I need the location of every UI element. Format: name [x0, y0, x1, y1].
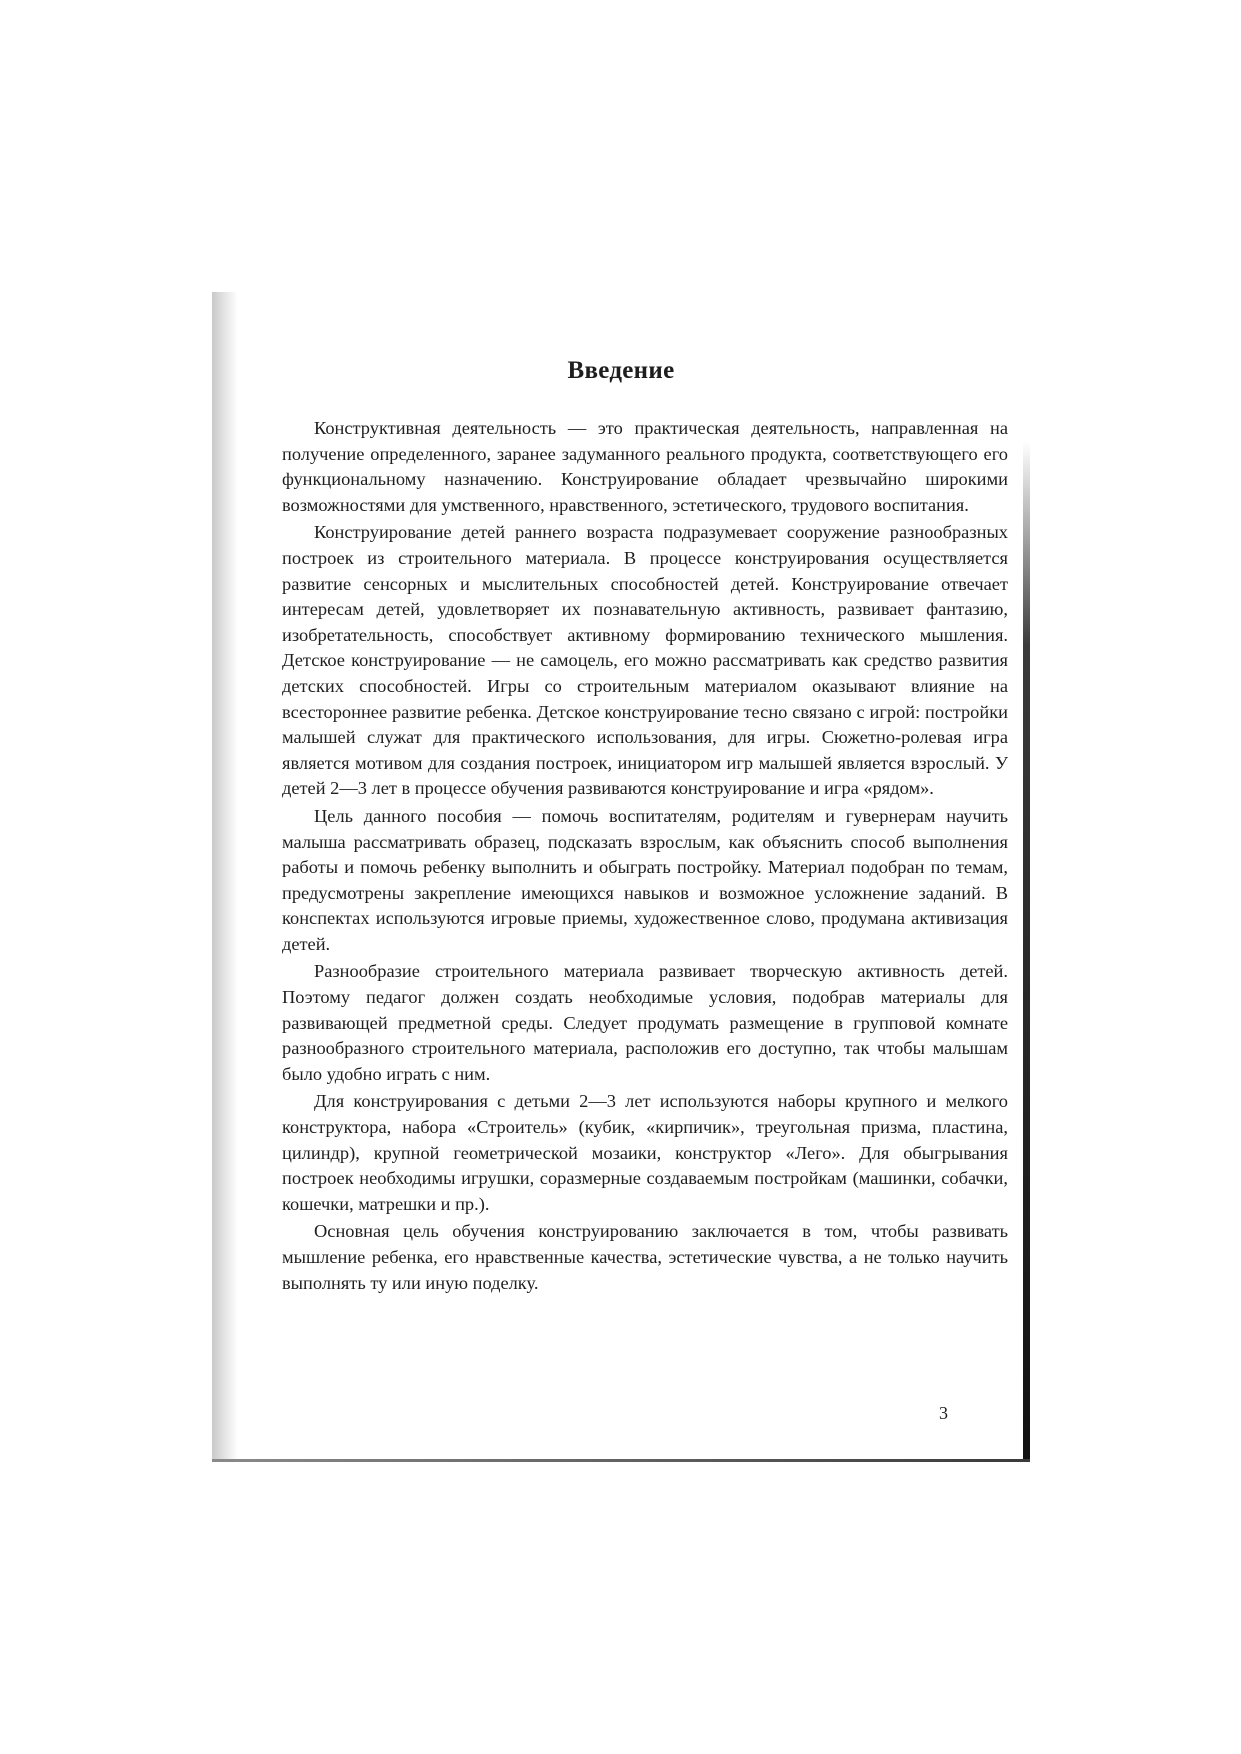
paragraph: Разнообразие строительного материала развивает творческую активность детей. Поэтому педагог должен создать необходимые условия, подобрав материалы для развивающей предметной среды. Следует продумать размещение в групповой комнате разнообразного строительного материала, расположив его доступно, так чтобы малышам было удобно играть с ним. — [282, 961, 1008, 1084]
paragraph: Для конструирования с детьми 2—3 лет используются наборы крупного и мелкого конструктора, набора «Строитель» (кубик, «кирпичик», треугольная призма, пластина, цилиндр), крупной геометрической мозаики, конструктор «Лего». Для обыгрывания построек необходимы игрушки, соразмерные создаваемым постройкам (машинки, собачки, кошечки, матрешки и пр.). — [282, 1091, 1008, 1214]
binding-shadow — [212, 292, 238, 1462]
page-title: Введение — [567, 357, 675, 384]
page-bottom-edge — [212, 1459, 1030, 1462]
paragraph: Конструирование детей раннего возраста подразумевает сооружение разнообразных построек из строительного материала. В процессе конструирования осуществляется развитие сенсорных и мыслительных способностей детей. Конструирование отвечает интересам детей, удовлетворяет их познавательную активность, развивает фантазию, изобретательность, способствует активному формированию технического мышления. Детское конструирование — не самоцель, его можно рассматривать как средство развития детских способностей. Игры со строительным материалом оказывают влияние на всестороннее развитие ребенка. Детское конструирование тесно связано с игрой: постройки малышей служат для практического использования, для игры. Сюжетно-ролевая игра является мотивом для создания построек, инициатором игр малышей является взрослый. У детей 2—3 лет в процессе обучения развиваются конструирование и игра «рядом». — [282, 522, 1008, 799]
book-page — [212, 292, 1030, 1462]
page-number: 3 — [939, 1403, 948, 1423]
body-text — [282, 416, 1008, 1296]
page-right-edge — [1023, 442, 1030, 1462]
paragraph: Основная цель обучения конструированию заключается в том, чтобы развивать мышление ребенка, его нравственные качества, эстетические чувства, а не только научить выполнять ту или иную поделку. — [282, 1221, 1008, 1293]
paragraph: Конструктивная деятельность — это практическая деятельность, направленная на получение определенного, заранее задуманного реального продукта, соответствующего его функциональному назначению. Конструирование обладает чрезвычайно широкими возможностями для умственного, нравственного, эстетического, трудового воспитания. — [282, 418, 1008, 515]
paragraph: Цель данного пособия — помочь воспитателям, родителям и гувернерам научить малыша рассматривать образец, подсказать взрослым, как объяснить способ выполнения работы и помочь ребенку выполнить и обыграть постройку. Материал подобран по темам, предусмотрены закрепление имеющихся навыков и возможное усложнение заданий. В конспектах используются игровые приемы, художественное слово, продумана активизация детей. — [282, 805, 1008, 954]
